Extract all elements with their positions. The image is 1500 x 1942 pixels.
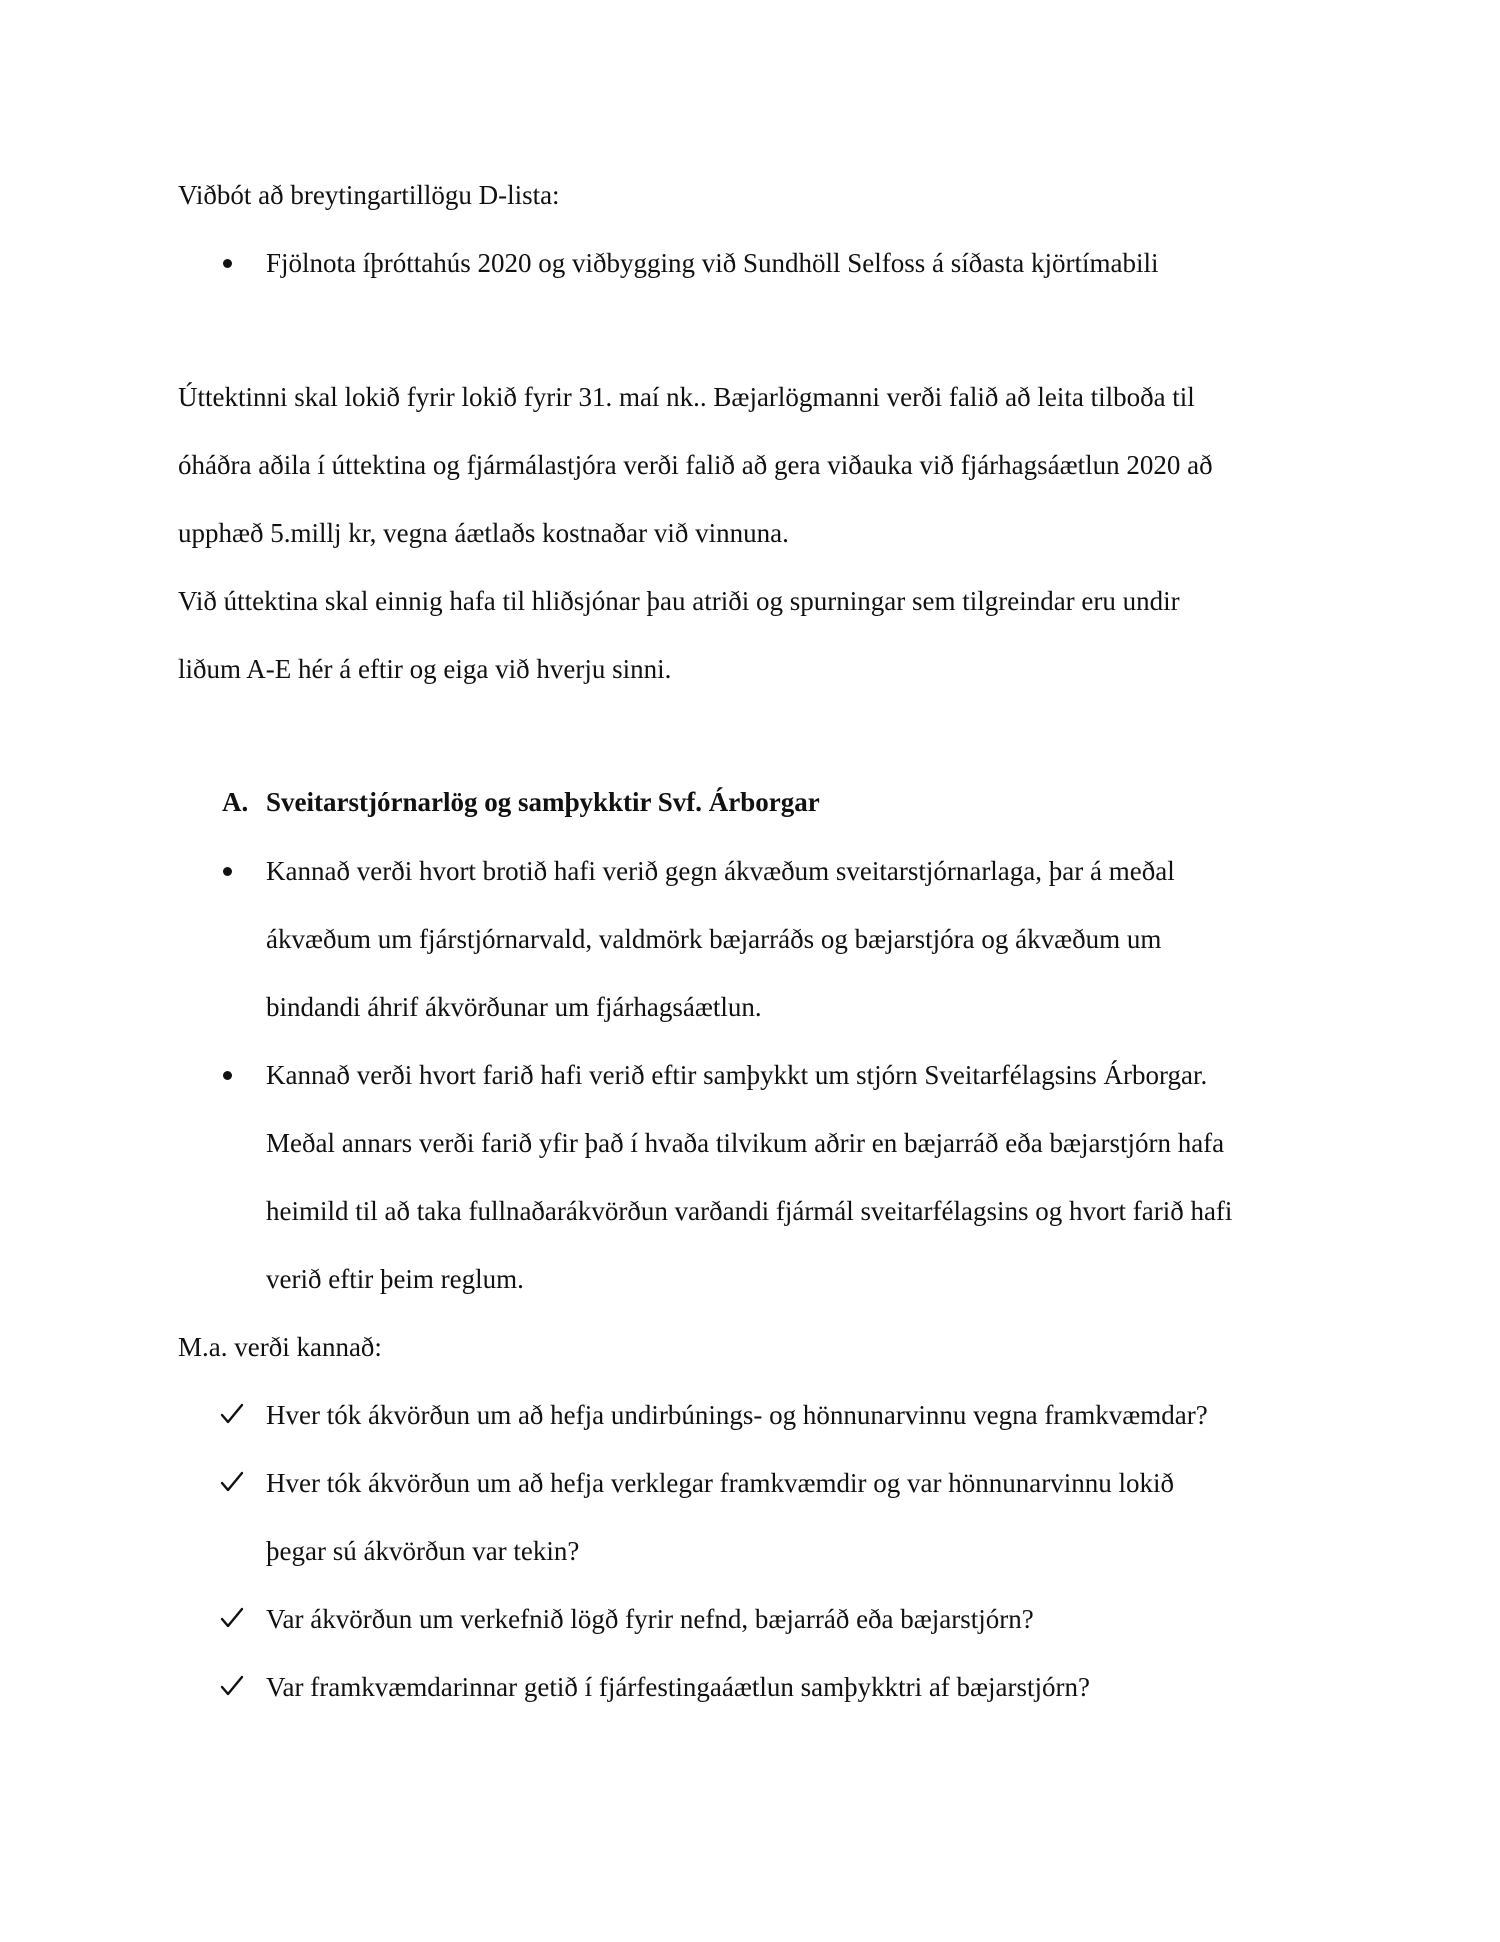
paragraph-1-line-3: upphæð 5.millj kr, vegna áætlaðs kostnaðar við vinnuna. <box>178 518 789 548</box>
section-a-bullet-1-line-2: ákvæðum um fjárstjórnarvald, valdmörk bæjarráðs og bæjarstjóra og ákvæðum um <box>266 924 1162 954</box>
intro-title: Viðbót að breytingartillögu D-lista: <box>178 180 560 210</box>
checkmark-icon <box>219 1401 245 1427</box>
paragraph-1-line-2: óháðra aðila í úttektina og fjármálastjóra verði falið að gera viðauka við fjárhagsáætlun 2020 að <box>178 450 1213 480</box>
section-a-bullet-2-line-4: verið eftir þeim reglum. <box>266 1264 524 1294</box>
check-item-2-line-1: Hver tók ákvörðun um að hefja verklegar framkvæmdir og var hönnunarvinnu lokið <box>266 1468 1175 1498</box>
paragraph-2-line-2: liðum A-E hér á eftir og eiga við hverju sinni. <box>178 654 672 684</box>
section-a-heading: Sveitarstjórnarlög og samþykktir Svf. Árborgar <box>266 787 820 817</box>
checkmark-icon <box>219 1605 245 1631</box>
check-item-3: Var ákvörðun um verkefnið lögð fyrir nefnd, bæjarráð eða bæjarstjórn? <box>266 1604 1034 1634</box>
section-a-bullet-1-line-3: bindandi áhrif ákvörðunar um fjárhagsáætlun. <box>266 992 762 1022</box>
check-item-4: Var framkvæmdarinnar getið í fjárfestingaáætlun samþykktri af bæjarstjórn? <box>266 1672 1091 1702</box>
bullet-icon <box>223 1071 232 1080</box>
examination-label: M.a. verði kannað: <box>178 1332 382 1362</box>
checkmark-icon <box>219 1469 245 1495</box>
paragraph-2-line-1: Við úttektina skal einnig hafa til hliðsjónar þau atriði og spurningar sem tilgreindar eru undir <box>178 586 1180 616</box>
intro-bullet-text: Fjölnota íþróttahús 2020 og viðbygging við Sundhöll Selfoss á síðasta kjörtímabili <box>266 248 1159 278</box>
check-item-1: Hver tók ákvörðun um að hefja undirbúnings- og hönnunarvinnu vegna framkvæmdar? <box>266 1400 1208 1430</box>
section-a-bullet-2-line-1: Kannað verði hvort farið hafi verið eftir samþykkt um stjórn Sveitarfélagsins Árborgar. <box>266 1060 1208 1090</box>
bullet-icon <box>223 259 232 268</box>
section-a-bullet-1-line-1: Kannað verði hvort brotið hafi verið gegn ákvæðum sveitarstjórnarlaga, þar á meðal <box>266 856 1175 886</box>
check-item-2-line-2: þegar sú ákvörðun var tekin? <box>266 1536 580 1566</box>
paragraph-1-line-1: Úttektinni skal lokið fyrir lokið fyrir 31. maí nk.. Bæjarlögmanni verði falið að leita tilboða til <box>178 382 1195 412</box>
section-a-bullet-2-line-2: Meðal annars verði farið yfir það í hvaða tilvikum aðrir en bæjarráð eða bæjarstjórn hafa <box>266 1128 1225 1158</box>
checkmark-icon <box>219 1673 245 1699</box>
bullet-icon <box>223 867 232 876</box>
section-a-marker: A. <box>222 787 249 817</box>
section-a-bullet-2-line-3: heimild til að taka fullnaðarákvörðun varðandi fjármál sveitarfélagsins og hvort farið hafi <box>266 1196 1233 1226</box>
